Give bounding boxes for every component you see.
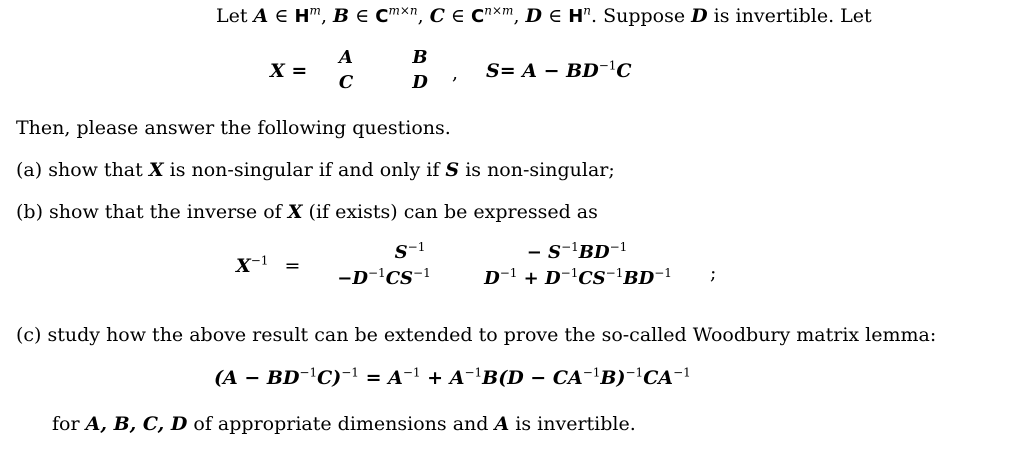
set-C: C	[375, 6, 389, 27]
question-c: (c) study how the above result can be extended to prove the so-called Woodbury matrix lemma:	[16, 324, 937, 346]
intro-line: Let A ∈ $H^m$, B ∈ $C^{m\times n}$, C ∈ $C^{n\times m}$, D ∈ $H^n$. Suppose D is invertible. Let	[216, 3, 872, 27]
matrix-X-a11: A	[339, 47, 353, 68]
inverse-m12: − $S^{-1}BD^{-1}$	[526, 240, 628, 263]
set-H: H	[294, 6, 310, 27]
var-A: A	[253, 5, 269, 27]
woodbury-formula: $(A - BD^{-1}C)^{-1} = A^{-1} + A^{-1}B(D - CA^{-1}B)^{-1}CA^{-1}$	[214, 365, 691, 389]
inverse-m22: $D^{-1} + D^{-1}CS^{-1}BD^{-1}$	[484, 266, 672, 289]
var-D: D	[525, 5, 543, 27]
var-C: C	[429, 5, 445, 27]
question-b: (b) show that the inverse of X (if exists) can be expressed as	[16, 201, 598, 223]
question-a: (a) show that X is non-singular if and only if S is non-singular;	[16, 159, 615, 181]
inverse-semicolon: ;	[710, 262, 717, 284]
matrix-X-a12: B	[412, 47, 428, 68]
inverse-m21: $-D^{-1}CS^{-1}$	[337, 266, 431, 289]
inverse-lhs: $X^{-1}$ =	[236, 253, 301, 277]
matrix-X-a21: C	[338, 72, 354, 93]
intro-let: Let	[216, 5, 248, 27]
matrix-X-comma: ,	[452, 62, 459, 84]
symbol-in: ∈	[274, 5, 289, 27]
question-c-label: (c)	[16, 324, 42, 346]
question-b-label: (b)	[16, 201, 43, 223]
questions-intro: Then, please answer the following questions.	[16, 117, 451, 139]
matrix-X-lhs: X =	[270, 60, 308, 82]
S-definition: $S= A - BD^{-1}C$	[486, 58, 632, 82]
var-B: B	[333, 5, 350, 27]
matrix-X-a22: D	[412, 72, 428, 93]
footer-line: for A, B, C, D of appropriate dimensions and A is invertible.	[52, 413, 636, 435]
inverse-m11: $S^{-1}$	[394, 240, 426, 263]
question-a-label: (a)	[16, 159, 43, 181]
